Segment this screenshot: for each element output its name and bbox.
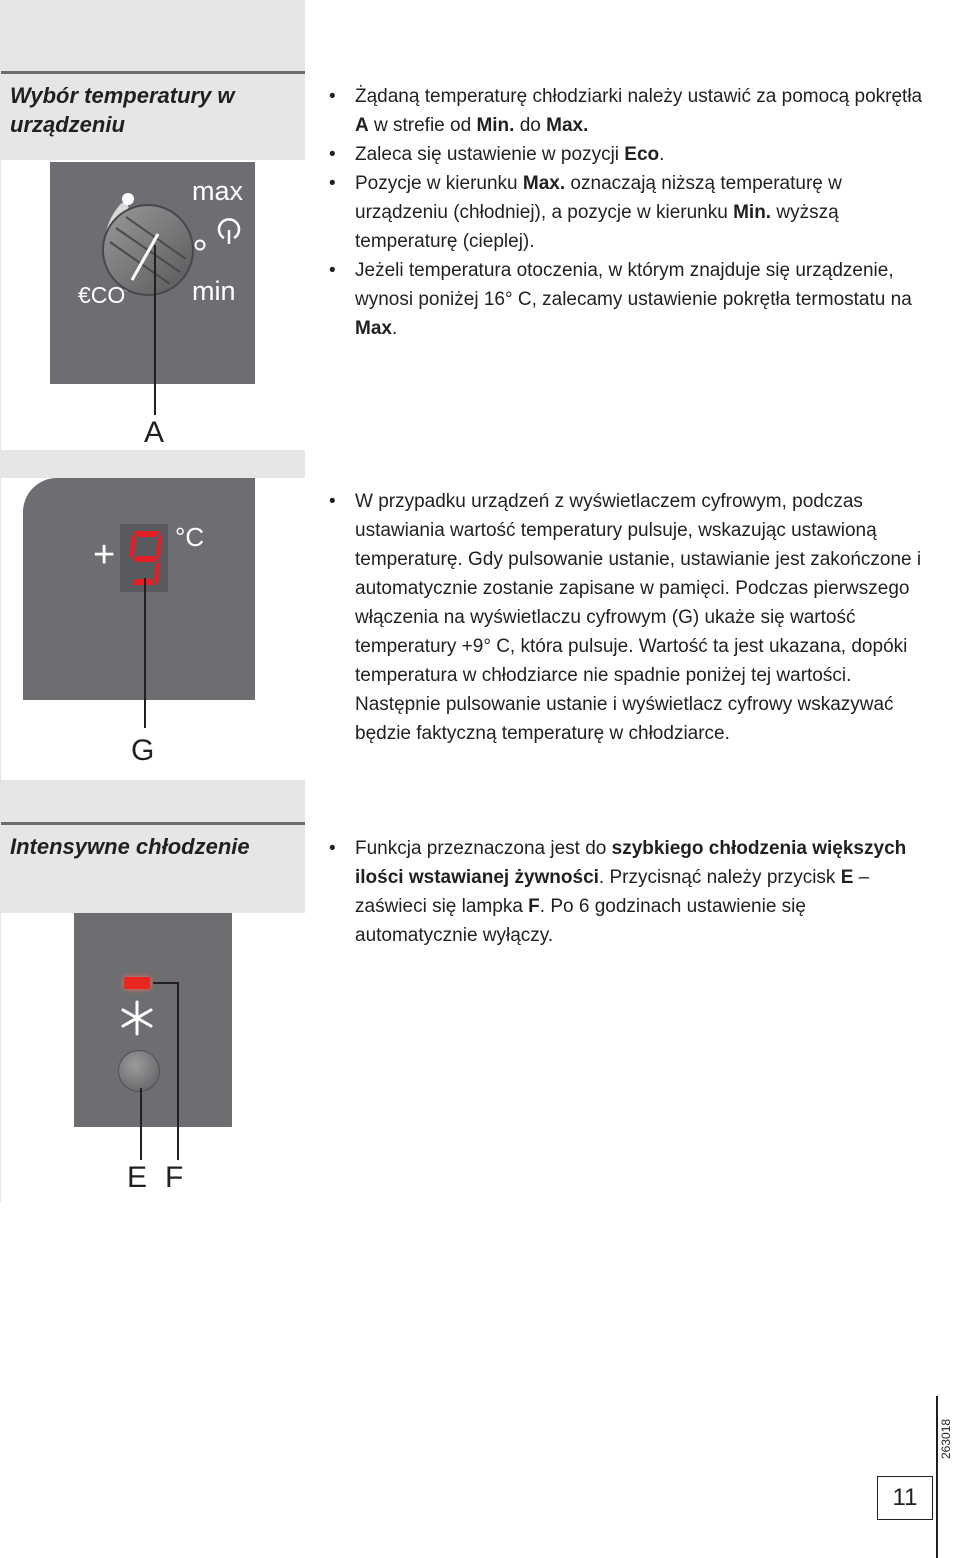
section-heading-temperature: Wybór temperatury w urządzeniu <box>10 83 235 137</box>
lamp-callout-connector <box>153 982 179 984</box>
callout-label-e: E <box>127 1161 148 1194</box>
display-unit-label: °C <box>175 522 205 552</box>
display-bullet-list <box>329 487 939 748</box>
bullet-item: • Jeżeli temperatura otoczenia, w którym znajduje się urządzenie, wynosi poniżej 16° C, zalecamy ustawienie pokrętła termostatu na Max. <box>329 256 929 343</box>
temperature-bullet-list <box>329 82 929 343</box>
section-divider <box>1 71 305 74</box>
digital-display-panel <box>23 478 255 700</box>
dial-callout-line <box>154 245 156 415</box>
bullet-item: • Pozycje w kierunku Max. oznaczają niższą temperaturę w urządzeniu (chłodniej), a pozycje w kierunku Min. wyższą temperaturę (cieplej). <box>329 169 929 256</box>
snowflake-icon <box>120 999 154 1037</box>
section-heading-intensive: Intensywne chłodzenie <box>10 834 250 859</box>
display-callout-line <box>144 578 146 728</box>
display-figure-panel <box>1 478 305 780</box>
callout-label-a: A <box>144 416 165 449</box>
dial-eco-label: €CO <box>78 282 126 308</box>
intensive-button-panel <box>74 913 232 1127</box>
led-lamp-f <box>124 977 150 989</box>
document-code: 263018 <box>939 1418 953 1459</box>
section-divider <box>1 822 305 825</box>
callout-label-g: G <box>131 734 155 767</box>
bullet-item: • Funkcja przeznaczona jest do szybkiego chłodzenia większych ilości wstawianej żywności. Przycisnąć należy przycisk E – zaświeci się lampka F. Po 6 godzinach ustawienie się automatycznie wyłączy. <box>329 834 929 950</box>
footer-vertical-rule <box>936 1396 938 1558</box>
lamp-callout-line <box>177 983 179 1160</box>
bullet-item: • Zaleca się ustawienie w pozycji Eco. <box>329 140 929 169</box>
dial-min-label: min <box>192 276 236 306</box>
dial-figure-panel <box>1 160 305 450</box>
button-callout-line <box>140 1088 142 1160</box>
callout-label-f: F <box>165 1161 184 1194</box>
intensive-bullet-list <box>329 834 929 950</box>
dial-max-label: max <box>192 176 244 206</box>
bullet-item: • W przypadku urządzeń z wyświetlaczem cyfrowym, podczas ustawiania wartość temperatury pulsuje, wskazując ustawioną temperaturę. Gdy pulsowanie ustanie, ustawianie jest zakończone i automatycznie zostanie zapisane w pamięci. Podczas pierwszego włączenia na wyświetlaczu cyfrowym (G) ukaże się wartość temperatury +9° C, która pulsuje. Wartość ta jest ukazana, dopóki temperatura w chłodziarce nie spadnie poniżej tej wartości. Następnie pulsowanie ustanie i wyświetlacz cyfrowy wskazywać będzie faktyczną temperaturę w chłodziarce. <box>329 487 939 748</box>
page-number: 11 <box>877 1476 933 1520</box>
intensive-button-e[interactable] <box>118 1050 160 1092</box>
thermostat-panel <box>50 162 255 384</box>
bullet-item: • Żądaną temperaturę chłodziarki należy ustawić za pomocą pokrętła A w strefie od Min. do Max. <box>329 82 929 140</box>
display-plus-icon: + <box>93 534 116 576</box>
button-figure-panel <box>1 913 305 1202</box>
